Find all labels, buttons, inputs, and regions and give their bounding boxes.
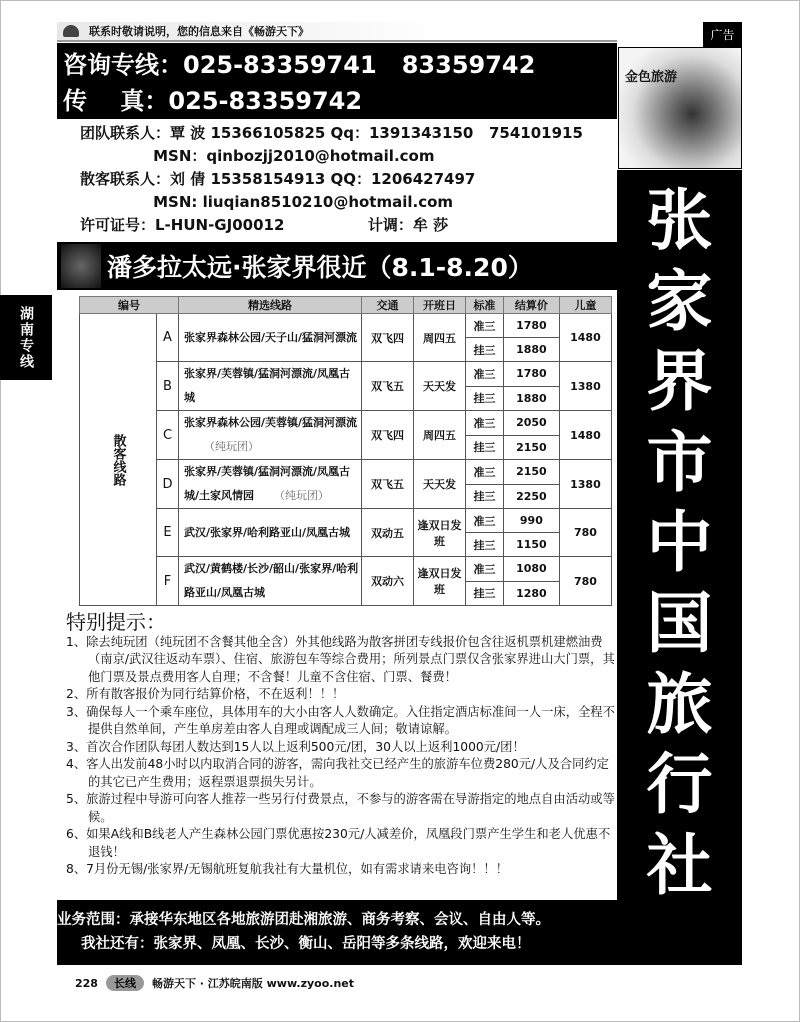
price: 1880	[503, 338, 559, 362]
route-schedule: 天天发	[414, 362, 466, 411]
child-price: 780	[559, 509, 611, 557]
tip-item: 1、除去纯玩团（纯玩团不含餐其他全含）外其他线路为散客拼团专线报价包含往返机票机建燃油费（南京/武汉往返动车票）、住宿、旅游包车等综合费用；所列景点门票仅含张家界进山大门票，其他门票及景点费用客人自理；不含餐！儿童不含住宿、门票、餐费！	[66, 634, 615, 684]
standard: 挂三	[466, 386, 504, 411]
business-scope	[57, 900, 617, 965]
standard: 挂三	[466, 533, 504, 557]
tip-item: 6、如果A线和B线老人产生森林公园门票优惠按230元/人减差价，凤凰段门票产生学生和老人优惠不退钱！	[66, 827, 611, 859]
price: 2150	[503, 460, 559, 485]
vertical-char: 市	[646, 422, 713, 501]
price: 2150	[503, 435, 559, 460]
magazine-logo-icon	[63, 25, 79, 37]
standard: 准三	[466, 557, 504, 582]
route-id: A	[157, 314, 179, 362]
footer-line: 我社还有：张家界、凤凰、长沙、衡山、岳阳等多条线路，欢迎来电！	[81, 936, 531, 952]
child-price: 1480	[559, 314, 611, 362]
table-row	[80, 557, 612, 582]
route-name	[179, 314, 362, 362]
table-row	[80, 460, 612, 485]
route-name	[179, 509, 362, 557]
route-text: 张家界/芙蓉镇/猛洞河漂流/凤凰古城	[184, 367, 351, 404]
route-name	[179, 460, 362, 509]
route-transport: 双飞四	[362, 314, 414, 362]
vertical-char: 家	[646, 261, 713, 340]
contact-line: 散客联系人：刘 倩 15358154913 QQ：1206427497	[80, 170, 476, 188]
tip-item: 3、首次合作团队每团人数达到15人以上返利500元/团，30人以上返利1000元/团！	[66, 739, 525, 754]
special-tips	[66, 610, 616, 879]
vertical-char: 社	[646, 825, 713, 904]
child-price: 780	[559, 557, 611, 606]
child-price: 1480	[559, 411, 611, 460]
promo-banner	[57, 242, 617, 290]
route-text: 张家界森林公园/天子山/猛洞河漂流	[184, 330, 358, 344]
price: 1080	[503, 557, 559, 582]
column-header: 儿童	[559, 297, 611, 314]
route-text: 武汉/张家界/哈利路亚山/凤凰古城	[184, 525, 351, 539]
route-schedule: 周四五	[414, 314, 466, 362]
route-text: 武汉/黄鹤楼/长沙/韶山/张家界/哈利路亚山/凤凰古城	[184, 562, 359, 599]
column-header: 结算价	[503, 297, 559, 314]
vertical-char: 行	[646, 745, 713, 824]
vertical-char: 张	[646, 181, 713, 260]
route-transport: 双飞五	[362, 460, 414, 509]
table-row	[80, 411, 612, 436]
contact-line: 团队联系人：覃 波 15366105825 Qq：1391343150 754101915	[80, 124, 583, 142]
route-text: 张家界森林公园/芙蓉镇/猛洞河漂流	[184, 416, 358, 429]
child-price: 1380	[559, 460, 611, 509]
avatar-image	[61, 244, 101, 288]
table-row	[80, 362, 612, 387]
route-name	[179, 362, 362, 411]
section-pill: 长线	[106, 975, 144, 991]
price: 2250	[503, 484, 559, 509]
ad-tag: 广告	[703, 22, 742, 47]
logo-text: 金色旅游	[625, 70, 678, 85]
route-name	[179, 411, 362, 460]
vertical-company-name	[617, 170, 742, 965]
top-notice: 联系时敬请说明，您的信息来自《畅游天下》	[89, 25, 309, 38]
route-schedule: 逢双日发班	[414, 557, 466, 606]
route-schedule: 逢双日发班	[414, 509, 466, 557]
column-header: 交通	[362, 297, 414, 314]
route-note: （纯玩团）	[204, 440, 259, 453]
route-id: C	[157, 411, 179, 460]
route-schedule: 天天发	[414, 460, 466, 509]
route-transport: 双动五	[362, 509, 414, 557]
tip-item: 8、7月份无锡/张家界/无锡航班复航我社有大量机位，如有需求请来电咨询！！！	[66, 862, 509, 876]
route-transport: 双动六	[362, 557, 414, 606]
standard: 准三	[466, 460, 504, 485]
footer-line: 业务范围：承接华东地区各地旅游团赴湘旅游、商务考察、会议、自由人等。	[57, 912, 550, 928]
tip-item: 5、旅游过程中导游可向客人推荐一些另行付费景点，不参与的游客需在导游指定的地点自由活动或等候。	[66, 792, 615, 824]
price: 1880	[503, 386, 559, 411]
column-header: 开班日	[414, 297, 466, 314]
standard: 挂三	[466, 435, 504, 460]
route-table	[79, 296, 612, 606]
route-transport: 双飞五	[362, 362, 414, 411]
header-phones	[57, 43, 617, 119]
contact-line: 许可证号：L-HUN-GJ00012 计调：牟 莎	[80, 216, 449, 234]
column-header: 标准	[466, 297, 504, 314]
fax: 传 真：025-83359742	[63, 87, 363, 115]
route-id: F	[157, 557, 179, 606]
price: 2050	[503, 411, 559, 436]
standard: 准三	[466, 314, 504, 338]
tip-item: 4、客人出发前48小时以内取消合同的游客，需向我社交已经产生的旅游车位费280元/人及合同约定的其它已产生费用；返程票退票损失另计。	[66, 757, 609, 789]
route-note: （纯玩团）	[274, 489, 330, 502]
vertical-char: 中	[646, 503, 713, 582]
standard: 挂三	[466, 484, 504, 509]
tips-title: 特别提示：	[66, 610, 166, 634]
table-row	[80, 509, 612, 533]
standard: 挂三	[466, 581, 504, 606]
page-footer	[75, 975, 354, 991]
publication: 畅游天下 · 江苏皖南版 www.zyoo.net	[151, 977, 355, 990]
column-header: 编号	[80, 297, 179, 314]
price: 1280	[503, 581, 559, 606]
contact-line: MSN：qinbozjj2010@hotmail.com	[80, 147, 435, 165]
price: 1780	[503, 314, 559, 338]
side-tab: 湖南专线	[0, 295, 52, 380]
column-header: 精选线路	[179, 297, 362, 314]
vertical-char: 界	[646, 342, 713, 421]
standard: 挂三	[466, 338, 504, 362]
top-notice-bar	[57, 22, 617, 42]
route-transport: 双飞四	[362, 411, 414, 460]
table-row	[80, 314, 612, 338]
standard: 准三	[466, 509, 504, 533]
company-logo	[618, 47, 742, 169]
route-schedule: 周四五	[414, 411, 466, 460]
vertical-char: 国	[646, 584, 713, 662]
vertical-char: 旅	[646, 664, 713, 743]
child-price: 1380	[559, 362, 611, 411]
standard: 准三	[466, 362, 504, 387]
route-text: 张家界/芙蓉镇/猛洞河漂流/凤凰古城/土家风情园	[184, 465, 351, 502]
route-id: E	[157, 509, 179, 557]
contacts-block	[80, 122, 615, 237]
route-id: D	[157, 460, 179, 509]
price: 1780	[503, 362, 559, 387]
tip-item: 2、所有散客报价为同行结算价格，不在返利！！！	[66, 687, 345, 701]
route-id: B	[157, 362, 179, 411]
banner-text: 潘多拉太远·张家界很近（8.1-8.20）	[107, 253, 533, 282]
standard: 准三	[466, 411, 504, 436]
price: 990	[503, 509, 559, 533]
price: 1150	[503, 533, 559, 557]
page-number: 228	[75, 976, 98, 990]
route-name	[179, 557, 362, 606]
tip-item: 3、确保每人一个乘车座位，具体用车的大小由客人人数确定。入住指定酒店标准间一人一床，全程不提供自然单间，产生单房差由客人自理或调配成三人间；敬请谅解。	[66, 704, 615, 736]
hotline: 咨询专线：025-83359741 83359742	[63, 51, 536, 79]
contact-line: MSN: liuqian8510210@hotmail.com	[80, 193, 454, 211]
group-label: 散客线路	[80, 314, 157, 606]
